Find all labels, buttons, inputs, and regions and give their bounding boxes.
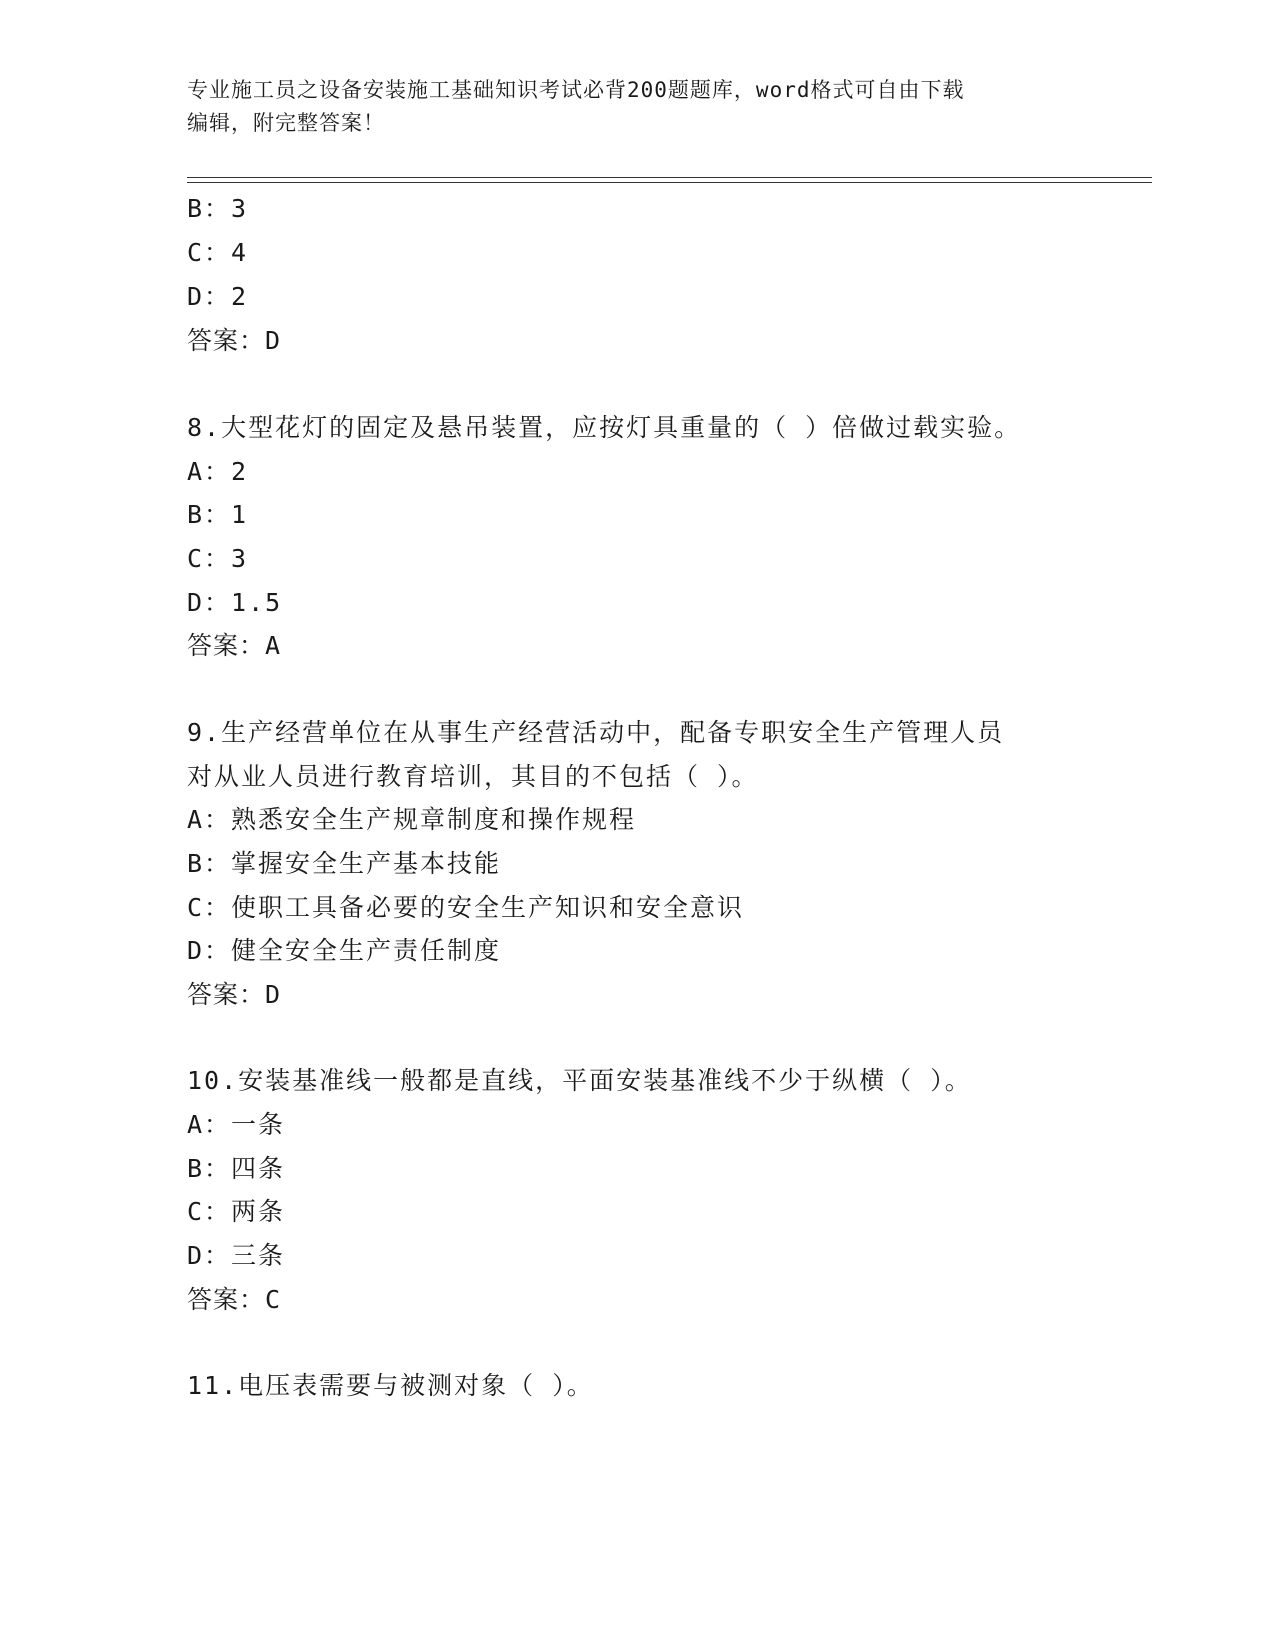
q8-option-b: B：1	[187, 500, 249, 529]
q10-option-d: D：三条	[187, 1241, 286, 1270]
q9-stem-line-1: 9.生产经营单位在从事生产经营活动中，配备专职安全生产管理人员	[187, 718, 1005, 747]
q8-option-d: D：1.5	[187, 588, 283, 617]
q10-option-c: C：两条	[187, 1197, 286, 1226]
q8-option-c: C：3	[187, 544, 249, 573]
header-title-line-2: 编辑，附完整答案！	[187, 111, 385, 135]
header-title-line-1: 专业施工员之设备安装施工基础知识考试必背200题题库，word格式可自由下载	[187, 78, 965, 102]
prev-option-c: C：4	[187, 238, 249, 267]
q10-stem: 10.安装基准线一般都是直线，平面安装基准线不少于纵横（ ）。	[187, 1066, 972, 1095]
q9-option-a: A：熟悉安全生产规章制度和操作规程	[187, 805, 637, 834]
prev-option-b: B：3	[187, 194, 249, 223]
document-header	[187, 74, 1087, 140]
q9-option-b: B：掌握安全生产基本技能	[187, 849, 502, 878]
q10-option-a: A：一条	[187, 1110, 286, 1139]
q9-stem-line-2: 对从业人员进行教育培训，其目的不包括（ ）。	[187, 762, 759, 791]
q11-stem: 11.电压表需要与被测对象（ ）。	[187, 1371, 594, 1400]
q8-stem: 8.大型花灯的固定及悬吊装置，应按灯具重量的（ ）倍做过载实验。	[187, 413, 1022, 442]
prev-answer: 答案：D	[187, 326, 282, 355]
q9-answer: 答案：D	[187, 980, 282, 1009]
header-divider-top	[187, 177, 1152, 178]
header-divider-bottom	[187, 182, 1152, 183]
q10-option-b: B：四条	[187, 1154, 286, 1183]
q8-answer: 答案：A	[187, 631, 282, 660]
prev-option-d: D：2	[187, 282, 249, 311]
q9-option-d: D：健全安全生产责任制度	[187, 936, 502, 965]
q9-option-c: C：使职工具备必要的安全生产知识和安全意识	[187, 893, 745, 922]
q10-answer: 答案：C	[187, 1285, 282, 1314]
q8-option-a: A：2	[187, 457, 249, 486]
